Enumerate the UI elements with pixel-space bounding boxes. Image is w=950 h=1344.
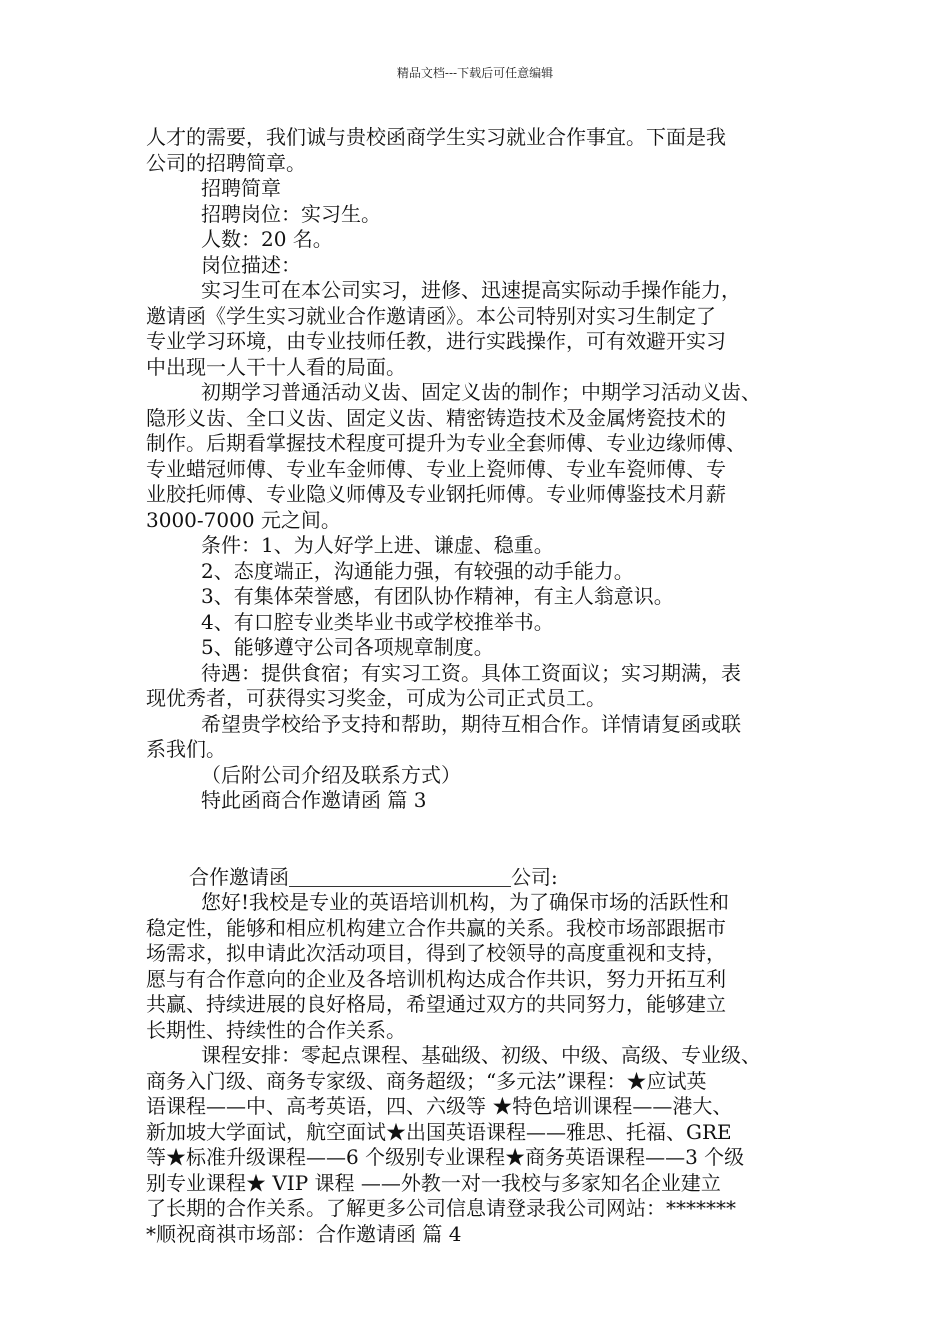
greeting-prefix: 合作邀请函 — [189, 864, 289, 889]
closing-line: 特此函商合作邀请函 篇 3 — [201, 788, 427, 812]
training-line: 专业蜡冠师傅、专业车金师傅、专业上瓷师傅、专业车瓷师傅、专 — [146, 456, 726, 481]
intro-line: 场需求，拟申请此次活动项目，得到了校领导的高度重视和支持， — [146, 941, 726, 965]
position-line: 招聘岗位：实习生。 — [201, 201, 381, 226]
training-line: 隐形义齿、全口义齿、固定义齿、精密铸造技术及金属烤瓷技术的 — [146, 405, 726, 430]
company-blank — [289, 866, 511, 887]
section-title: 招聘简章 — [201, 176, 281, 200]
courses-line: 别专业课程★ VIP 课程 ——外教一对一我校与多家知名企业建立 — [146, 1170, 721, 1195]
intro-line: 您好!我校是专业的英语培训机构，为了确保市场的活跃性和 — [201, 890, 730, 914]
courses-line: 了长期的合作关系。了解更多公司信息请登录我公司网站：******* — [146, 1196, 736, 1220]
greeting-suffix: 公司: — [511, 864, 558, 889]
training-line: 业胶托师傅、专业隐义师傅及专业钢托师傅。专业师傅鉴技术月薪 — [146, 482, 726, 506]
desc-line: 中出现一人干十人看的局面。 — [146, 354, 406, 379]
training-line: 3000-7000 元之间。 — [146, 507, 341, 532]
condition-line: 5、能够遵守公司各项规章制度。 — [201, 635, 494, 659]
body-line: 人才的需要，我们诚与贵校函商学生实习就业合作事宜。下面是我 — [146, 125, 726, 149]
benefits-line: 现优秀者，可获得实习奖金，可成为公司正式员工。 — [146, 686, 606, 710]
training-line: 初期学习普通活动义齿、固定义齿的制作；中期学习活动义齿、 — [201, 380, 761, 404]
document-body — [146, 125, 814, 1247]
benefits-line: 待遇：提供食宿；有实习工资。具体工资面议；实习期满，表 — [201, 660, 741, 685]
condition-line: 2、态度端正，沟通能力强，有较强的动手能力。 — [201, 558, 634, 583]
intro-line: 稳定性，能够和相应机构建立合作共赢的关系。我校市场部跟据市 — [146, 915, 726, 940]
condition-line: 4、有口腔专业类毕业书或学校推举书。 — [201, 609, 554, 634]
courses-line: 商务入门级、商务专家级、商务超级；“多元法”课程：★应试英 — [146, 1068, 707, 1093]
desc-line: 实习生可在本公司实习，进修、迅速提高实际动手操作能力， — [201, 278, 741, 302]
desc-label: 岗位描述： — [201, 252, 301, 277]
intro-line: 长期性、持续性的合作关系。 — [146, 1017, 406, 1042]
page-header: 精品文档---下载后可任意编辑 — [396, 66, 554, 80]
condition-line: 3、有集体荣誉感，有团队协作精神，有主人翁意识。 — [201, 584, 674, 608]
courses-line: *顺祝商祺市场部：合作邀请函 篇 4 — [146, 1221, 462, 1246]
desc-line: 邀请函《学生实习就业合作邀请函》。本公司特别对实习生制定了 — [146, 303, 716, 328]
courses-line: 课程安排：零起点课程、基础级、初级、中级、高级、专业级、 — [201, 1043, 761, 1067]
body-line: 公司的招聘简章。 — [146, 150, 306, 175]
courses-line: 等★标准升级课程——6 个级别专业课程★商务英语课程——3 个级 — [146, 1145, 745, 1169]
attachment-note: （后附公司介绍及联系方式） — [201, 762, 461, 787]
hope-line: 系我们。 — [146, 737, 226, 761]
greeting-line — [146, 865, 814, 891]
count-line: 人数：20 名。 — [201, 227, 333, 251]
courses-line: 语课程——中、高考英语，四、六级等 ★特色培训课程——港大、 — [146, 1094, 733, 1118]
intro-line: 愿与有合作意向的企业及各培训机构达成合作共识，努力开拓互利 — [146, 966, 726, 991]
desc-line: 专业学习环境，由专业技师任教，进行实践操作，可有效避开实习 — [146, 329, 726, 353]
condition-line: 条件：1、为人好学上进、谦虚、稳重。 — [201, 533, 554, 557]
intro-line: 共赢、持续进展的良好格局，希望通过双方的共同努力，能够建立 — [146, 992, 726, 1016]
hope-line: 希望贵学校给予支持和帮助，期待互相合作。详情请复函或联 — [201, 711, 741, 736]
training-line: 制作。后期看掌握技术程度可提升为专业全套师傅、专业边缘师傅、 — [146, 431, 746, 455]
courses-line: 新加坡大学面试，航空面试★出国英语课程——雅思、托福、GRE — [146, 1119, 732, 1144]
